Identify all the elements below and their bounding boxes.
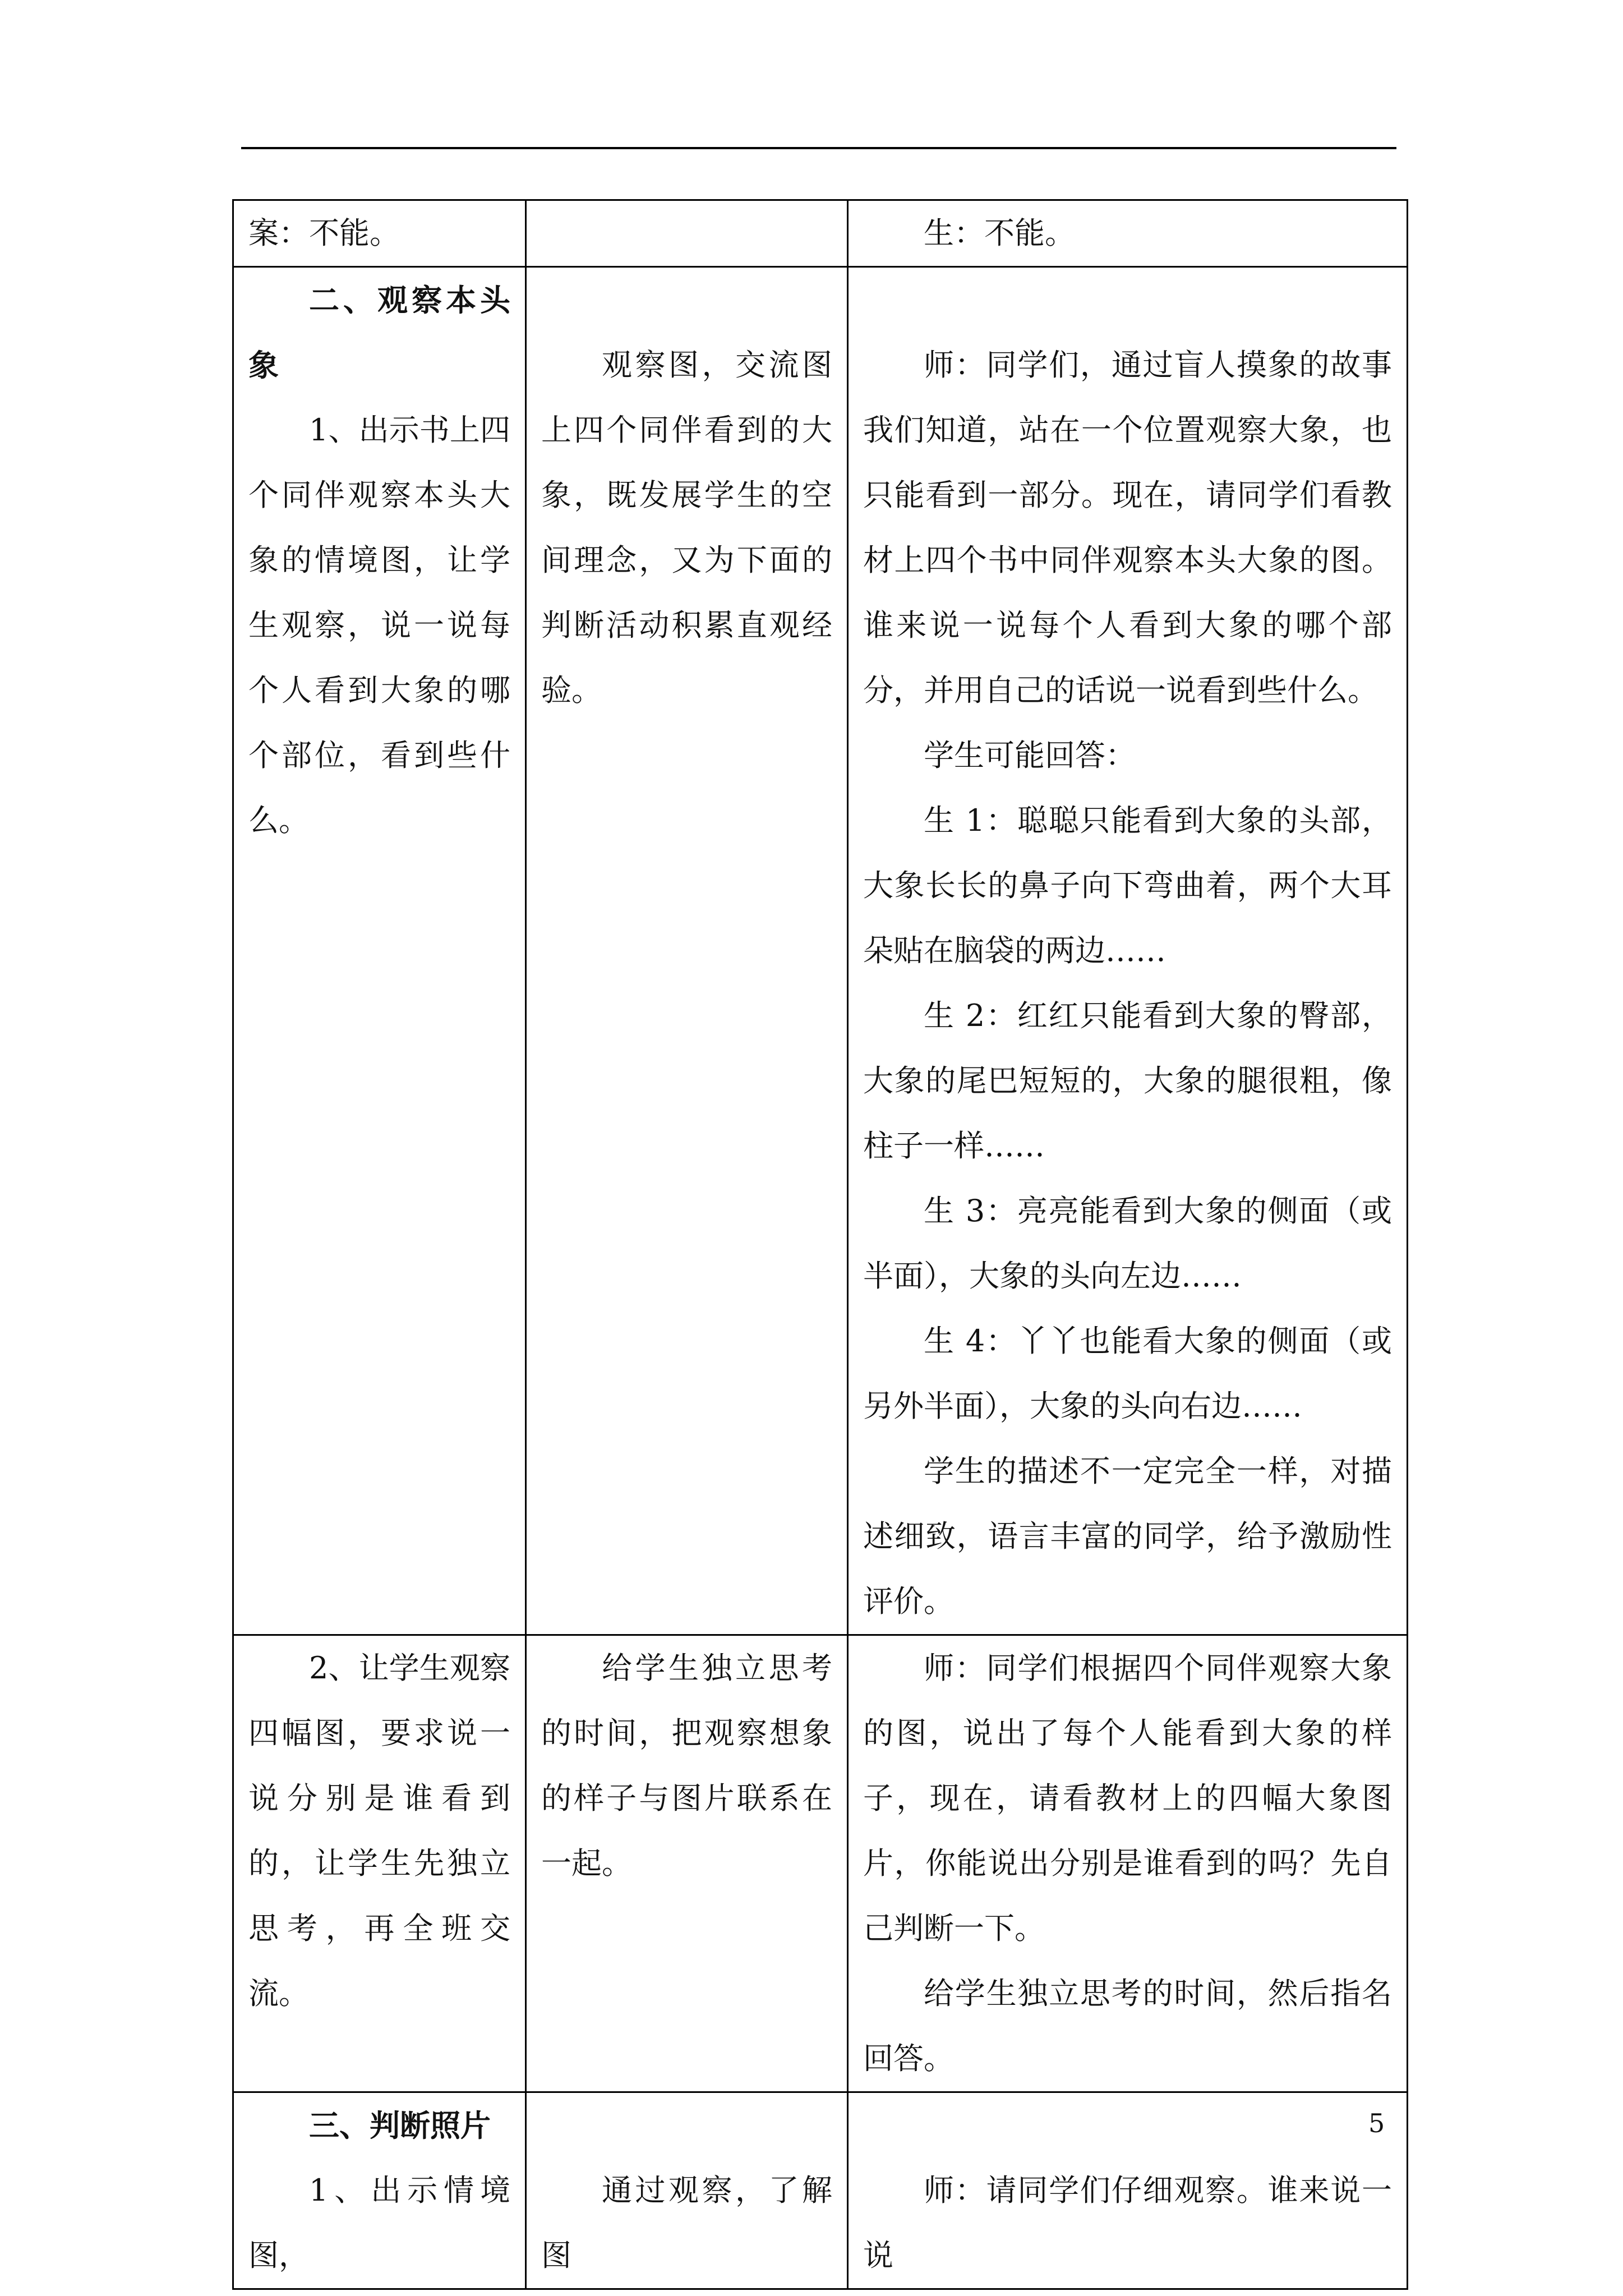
- page-number: 5: [1368, 2108, 1385, 2138]
- cell: [233, 2092, 526, 2289]
- process-paragraph: 学生可能回答：: [924, 738, 1136, 773]
- process-paragraph: 生 3：亮亮能看到大象的侧面（或半面），大象的头向左边……: [863, 1193, 1392, 1294]
- cell: [233, 267, 526, 1635]
- process-paragraph: 师：同学们，通过盲人摸象的故事我们知道，站在一个位置观察大象，也只能看到一部分。现在，请同学们看教材上四个书中同伴观察本头大象的图。谁来说一说每个人看到大象的哪个部分，并用自己的话说一说看到些什么。: [863, 347, 1392, 708]
- cell: [848, 1635, 1408, 2092]
- intent-text: 观察图，交流图上四个同伴看到的大象，既发展学生的空间理念，又为下面的判断活动积累直观经验。: [541, 347, 832, 708]
- process-paragraph: 师：同学们根据四个同伴观察大象的图，说出了每个人能看到大象的样子，现在，请看教材上的四幅大象图片，你能说出分别是谁看到的吗？先自己判断一下。: [863, 1650, 1392, 1946]
- table-row: [233, 2092, 1408, 2289]
- intent-text: 给学生独立思考的时间，把观察想象的样子与图片联系在一起。: [541, 1650, 832, 1881]
- process-paragraph: 学生的描述不一定完全一样，对描述细致，语言丰富的同学，给予激励性评价。: [863, 1453, 1392, 1619]
- cell: [526, 2092, 848, 2289]
- process-paragraph: 给学生独立思考的时间，然后指名回答。: [863, 1976, 1392, 2076]
- cell: [526, 1635, 848, 2092]
- step-text: 2、让学生观察四幅图，要求说一说分别是谁看到的，让学生先独立思考，再全班交流。: [248, 1650, 510, 2011]
- process-paragraph: 生 2：红红只能看到大象的臀部，大象的尾巴短短的，大象的腿很粗，像柱子一样……: [863, 998, 1392, 1163]
- lesson-plan-table: [232, 199, 1408, 2290]
- process-paragraph: 生 1：聪聪只能看到大象的头部，大象长长的鼻子向下弯曲着，两个大耳朵贴在脑袋的两边……: [863, 803, 1392, 968]
- intent-text: 通过观察，了解图: [541, 2173, 832, 2273]
- cell: [848, 2092, 1408, 2289]
- cell: [526, 200, 848, 267]
- step-text: 1、出示情境图，: [248, 2173, 510, 2273]
- header-rule: [241, 147, 1396, 149]
- cell: [848, 200, 1408, 267]
- table-row: [233, 267, 1408, 1635]
- step-text: 1、出示书上四个同伴观察本头大象的情境图，让学生观察，说一说每个人看到大象的哪个部位，看到些什么。: [248, 412, 510, 838]
- cell: [848, 267, 1408, 1635]
- process-paragraph: 师：请同学们仔细观察。谁来说一说: [863, 2173, 1392, 2273]
- cell: [526, 267, 848, 1635]
- table-row: [233, 1635, 1408, 2092]
- section-heading: 二、观察本头象: [248, 282, 510, 383]
- table-row: [233, 200, 1408, 267]
- cell-text: 生：不能。: [924, 215, 1075, 251]
- process-paragraph: 生 4：丫丫也能看大象的侧面（或另外半面），大象的头向右边……: [863, 1323, 1392, 1424]
- section-heading: 三、判断照片: [309, 2108, 491, 2143]
- cell: [233, 200, 526, 267]
- cell-text: 案：不能。: [248, 215, 400, 251]
- cell: [233, 1635, 526, 2092]
